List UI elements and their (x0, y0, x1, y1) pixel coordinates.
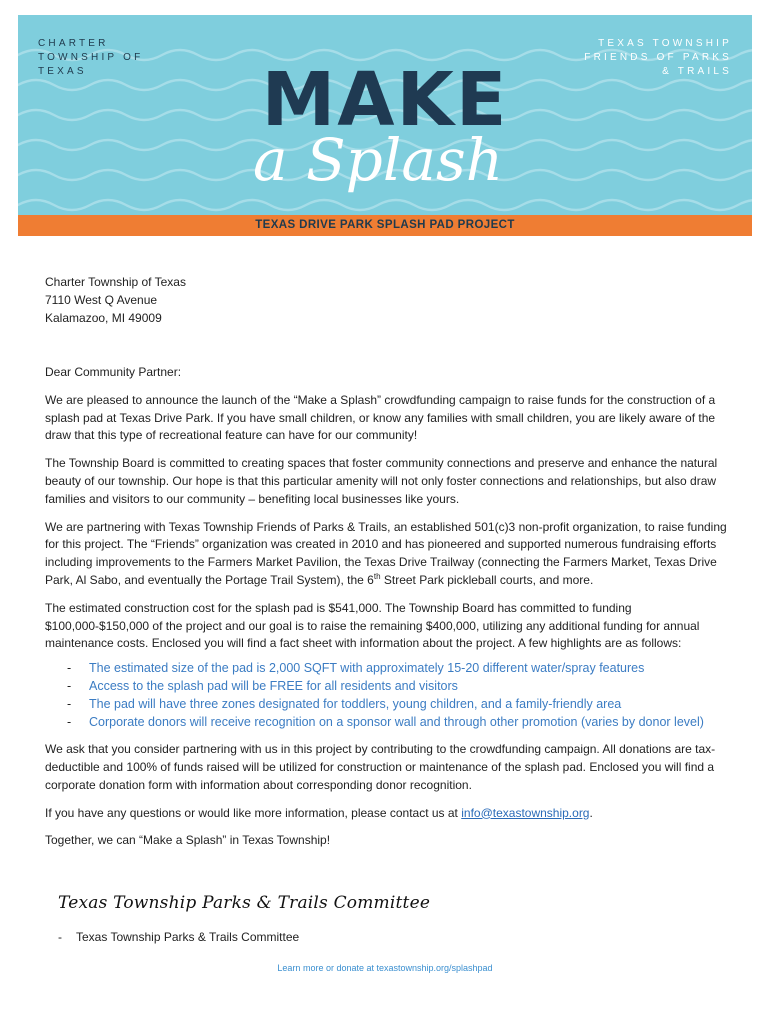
closing-line: Together, we can “Make a Splash” in Texas Township! (45, 833, 331, 848)
signatory-dash: - (58, 930, 62, 944)
org-right-line: & TRAILS (662, 66, 732, 77)
org-left-line: TEXAS (38, 66, 87, 77)
paragraph-1: We are pleased to announce the launch of the “Make a Splash” crowdfunding campaign to raise funds for the construction of a splash pad at Texas Drive Park. If you have small children, or know any families with small children, you are likely aware of the draw that this type of recreational feature can have for our community! (45, 392, 716, 443)
charter-township-logo-text (38, 37, 143, 79)
bullet-dash: - (67, 697, 72, 712)
salutation: Dear Community Partner: (45, 365, 182, 379)
bullet-dash: - (67, 661, 72, 676)
bullet-dash: - (67, 679, 72, 694)
sender-address (45, 273, 727, 327)
address-line: Kalamazoo, MI 49009 (45, 311, 162, 325)
list-item (45, 659, 727, 677)
highlight-text: The estimated size of the pad is 2,000 SQFT with approximately 15-20 different water/spray features (89, 661, 645, 676)
highlight-text: Access to the splash pad will be FREE for all residents and visitors (89, 679, 458, 694)
friends-of-parks-logo-text (584, 37, 732, 79)
paragraph-3 (45, 519, 727, 590)
paragraph-6 (45, 805, 727, 823)
list-item (45, 677, 727, 695)
paragraph-3-text: We are partnering with Texas Township Friends of Parks & Trails, an established 501(c)3 non-profit organization, to raise funding for this project. The “Friends” organization was created in 2010 and has pioneered and supported numerous fundraising efforts including improvements to the Farmers Market Pavilion, the Texas Drive Trailway (connecting the Farmers Market, Texas Drive Park, Al Sabo, and eventually the Portage Trail System), the 6 (45, 519, 727, 587)
highlights-list (45, 659, 727, 731)
signatory-line (58, 930, 299, 944)
paragraph-3-text-end: Street Park pickleball courts, and more. (380, 572, 594, 587)
org-left-line: CHARTER (38, 38, 109, 49)
make-title: MAKE (261, 57, 509, 143)
highlight-text: Corporate donors will receive recognition on a sponsor wall and through other promotion (varies by donor level) (89, 715, 704, 730)
ordinal-suffix: th (373, 571, 381, 581)
list-item (45, 713, 727, 731)
handwritten-signature: Texas Township Parks & Trails Committee (58, 893, 431, 913)
address-line: Charter Township of Texas (45, 275, 186, 289)
address-line: 7110 West Q Avenue (45, 293, 158, 307)
signatory-name: Texas Township Parks & Trails Committee (76, 930, 300, 944)
org-left-line: TOWNSHIP OF (38, 52, 144, 63)
org-right-line: TEXAS TOWNSHIP (598, 38, 732, 49)
paragraph-6-text: If you have any questions or would like more information, please contact us at (45, 805, 462, 820)
highlight-text: The pad will have three zones designated for toddlers, young children, and a family-friendly area (89, 697, 622, 712)
header-banner (18, 15, 752, 215)
contact-email-link[interactable]: info@texastownship.org (461, 805, 590, 820)
list-item (45, 695, 727, 713)
bullet-dash: - (67, 715, 72, 730)
paragraph-4: The estimated construction cost for the splash pad is $541,000. The Township Board has committed to funding $100,000-$150,000 of the project and our goal is to raise the remaining $400,000, utilizing any additional funding for annual maintenance costs. Enclosed you will find a fact sheet with information about the project. A few highlights are as follows: (45, 600, 700, 651)
paragraph-6-end: . (589, 805, 593, 820)
splash-title: a Splash (252, 126, 504, 194)
org-right-line: FRIENDS OF PARKS (584, 52, 732, 63)
footer-donate-link[interactable]: Learn more or donate at texastownship.org/splashpad (277, 963, 493, 973)
paragraph-2: The Township Board is committed to creating spaces that foster community connections and preserve and enhance the natural beauty of our township. Our hope is that this particular amenity will not only foster connections and relationships, but also draw families and visitors to our community – benefiting local businesses like yours. (45, 456, 718, 506)
project-title-bar: TEXAS DRIVE PARK SPLASH PAD PROJECT (18, 215, 752, 236)
paragraph-5: We ask that you consider partnering with us in this project by contributing to the crowdfunding campaign. All donations are tax-deductible and 100% of funds raised will be utilized for construction or maintenance of the splash pad. Enclosed you will find a corporate donation form with information about corresponding donor recognition. (45, 742, 716, 792)
letter-body (45, 273, 727, 850)
